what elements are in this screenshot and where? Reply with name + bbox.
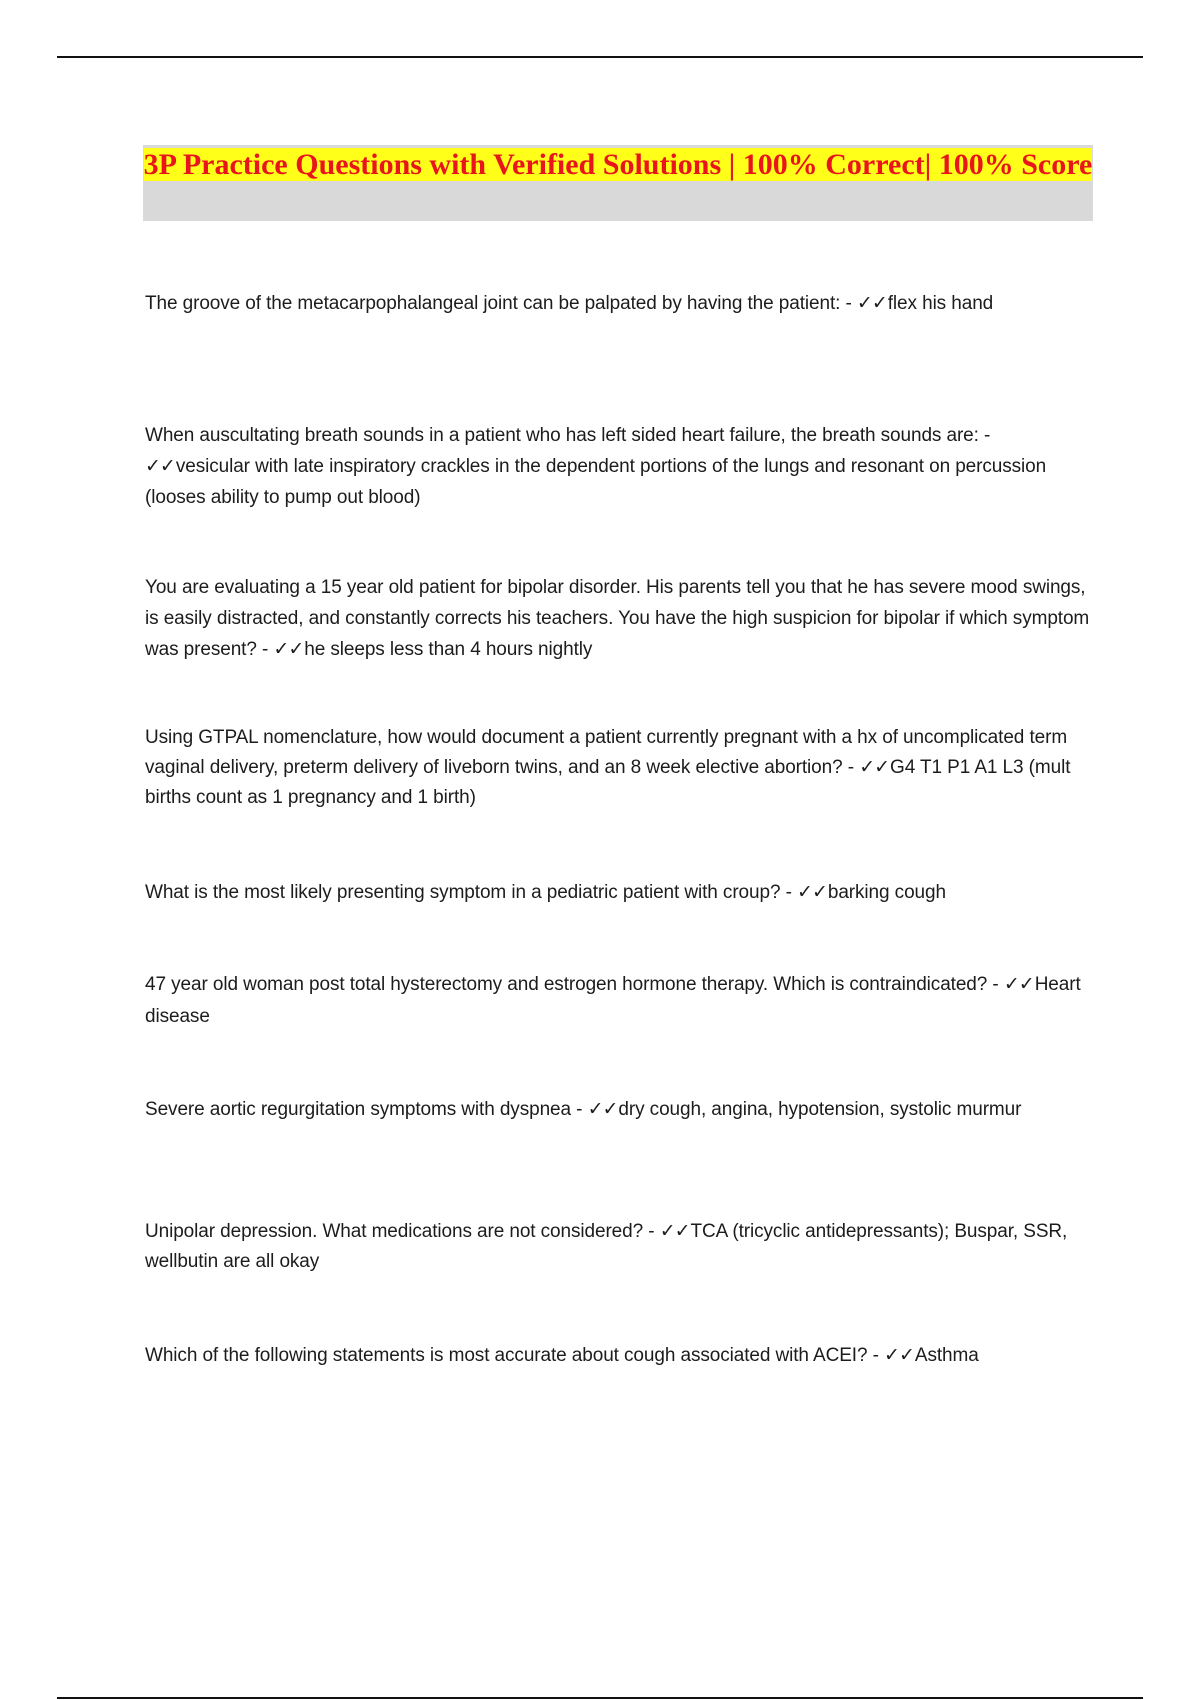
check-mark-icon: ✓✓ bbox=[797, 882, 827, 903]
qa-item: When auscultating breath sounds in a patient who has left sided heart failure, the breath sounds are: - ✓✓vesicular with late inspiratory crackles in the dependent portions of the lungs and resonant on percussion (looses ability to pump out blood) bbox=[145, 425, 1047, 508]
question-text: Using GTPAL nomenclature, how would document a patient currently pregnant with a hx of uncomplicated term vaginal delivery, preterm delivery of liveborn twins, and an 8 week elective abortion? bbox=[145, 727, 1068, 778]
qa-item: What is the most likely presenting symptom in a pediatric patient with croup? - ✓✓barking cough bbox=[145, 882, 946, 903]
footer-rule bbox=[57, 1697, 1143, 1699]
answer-text: flex his hand bbox=[887, 293, 994, 314]
answer-text: G4 T1 P1 A1 L3 (mult births count as 1 pregnancy and 1 birth) bbox=[145, 757, 1071, 808]
document-title-box bbox=[143, 145, 1093, 221]
answer-text: he sleeps less than 4 hours nightly bbox=[304, 639, 593, 660]
answer-text: Asthma bbox=[914, 1345, 979, 1366]
question-text: You are evaluating a 15 year old patient for bipolar disorder. His parents tell you that he has severe mood swings, is easily distracted, and constantly corrects his teachers. You have the high suspicion for bipolar if which symptom was present? bbox=[145, 577, 1090, 660]
answer-text: barking cough bbox=[827, 882, 946, 903]
question-text: When auscultating breath sounds in a patient who has left sided heart failure, the breath sounds are: bbox=[145, 425, 979, 446]
question-text: Unipolar depression. What medications are not considered? bbox=[145, 1221, 644, 1242]
answer-text: vesicular with late inspiratory crackles in the dependent portions of the lungs and resonant on percussion (looses ability to pump out blood) bbox=[145, 456, 1047, 508]
question-text: Severe aortic regurgitation symptoms with dyspnea bbox=[145, 1099, 571, 1120]
qa-item: Which of the following statements is most accurate about cough associated with ACEI? - ✓✓Asthma bbox=[145, 1345, 979, 1366]
answer-text: TCA (tricyclic antidepressants); Buspar, SSR, wellbutin are all okay bbox=[145, 1221, 1068, 1272]
check-mark-icon: ✓✓ bbox=[856, 293, 887, 314]
answer-text: Heart disease bbox=[145, 974, 1081, 1027]
answer-text: dry cough, angina, hypotension, systolic murmur bbox=[618, 1099, 1022, 1120]
check-mark-icon: ✓✓ bbox=[859, 757, 890, 778]
qa-item: Severe aortic regurgitation symptoms with dyspnea - ✓✓dry cough, angina, hypotension, systolic murmur bbox=[145, 1099, 1022, 1120]
check-mark-icon: ✓✓ bbox=[587, 1099, 618, 1120]
question-text: Which of the following statements is most accurate about cough associated with ACEI? bbox=[145, 1345, 868, 1366]
check-mark-icon: ✓✓ bbox=[884, 1345, 914, 1366]
qa-item: 47 year old woman post total hysterectomy and estrogen hormone therapy. Which is contraindicated? - ✓✓Heart disease bbox=[145, 974, 1081, 1027]
header-rule bbox=[57, 56, 1143, 58]
question-text: 47 year old woman post total hysterectomy and estrogen hormone therapy. Which is contraindicated? bbox=[145, 974, 988, 995]
qa-item: Unipolar depression. What medications are not considered? - ✓✓TCA (tricyclic antidepressants); Buspar, SSR, wellbutin are all okay bbox=[145, 1221, 1068, 1272]
check-mark-icon: ✓✓ bbox=[145, 456, 175, 477]
qa-item: Using GTPAL nomenclature, how would document a patient currently pregnant with a hx of uncomplicated term vaginal delivery, preterm delivery of liveborn twins, and an 8 week elective abortion? - ✓✓G4 T1 P1 A1 L3 (mult births count as 1 pregnancy and 1 birth) bbox=[145, 727, 1071, 808]
check-mark-icon: ✓✓ bbox=[659, 1221, 690, 1242]
question-text: What is the most likely presenting symptom in a pediatric patient with croup? bbox=[145, 882, 781, 903]
question-text: The groove of the metacarpophalangeal joint can be palpated by having the patient: bbox=[145, 293, 841, 314]
check-mark-icon: ✓✓ bbox=[1003, 974, 1034, 995]
qa-item: You are evaluating a 15 year old patient for bipolar disorder. His parents tell you that he has severe mood swings, is easily distracted, and constantly corrects his teachers. You have the high suspicion for bipolar if which symptom was present? - ✓✓he sleeps less than 4 hours nightly bbox=[145, 577, 1090, 660]
qa-item: The groove of the metacarpophalangeal joint can be palpated by having the patient: - ✓✓flex his hand bbox=[145, 293, 994, 314]
check-mark-icon: ✓✓ bbox=[273, 639, 304, 660]
document-title: 3P Practice Questions with Verified Solutions | 100% Correct| 100% Score bbox=[143, 148, 1093, 181]
